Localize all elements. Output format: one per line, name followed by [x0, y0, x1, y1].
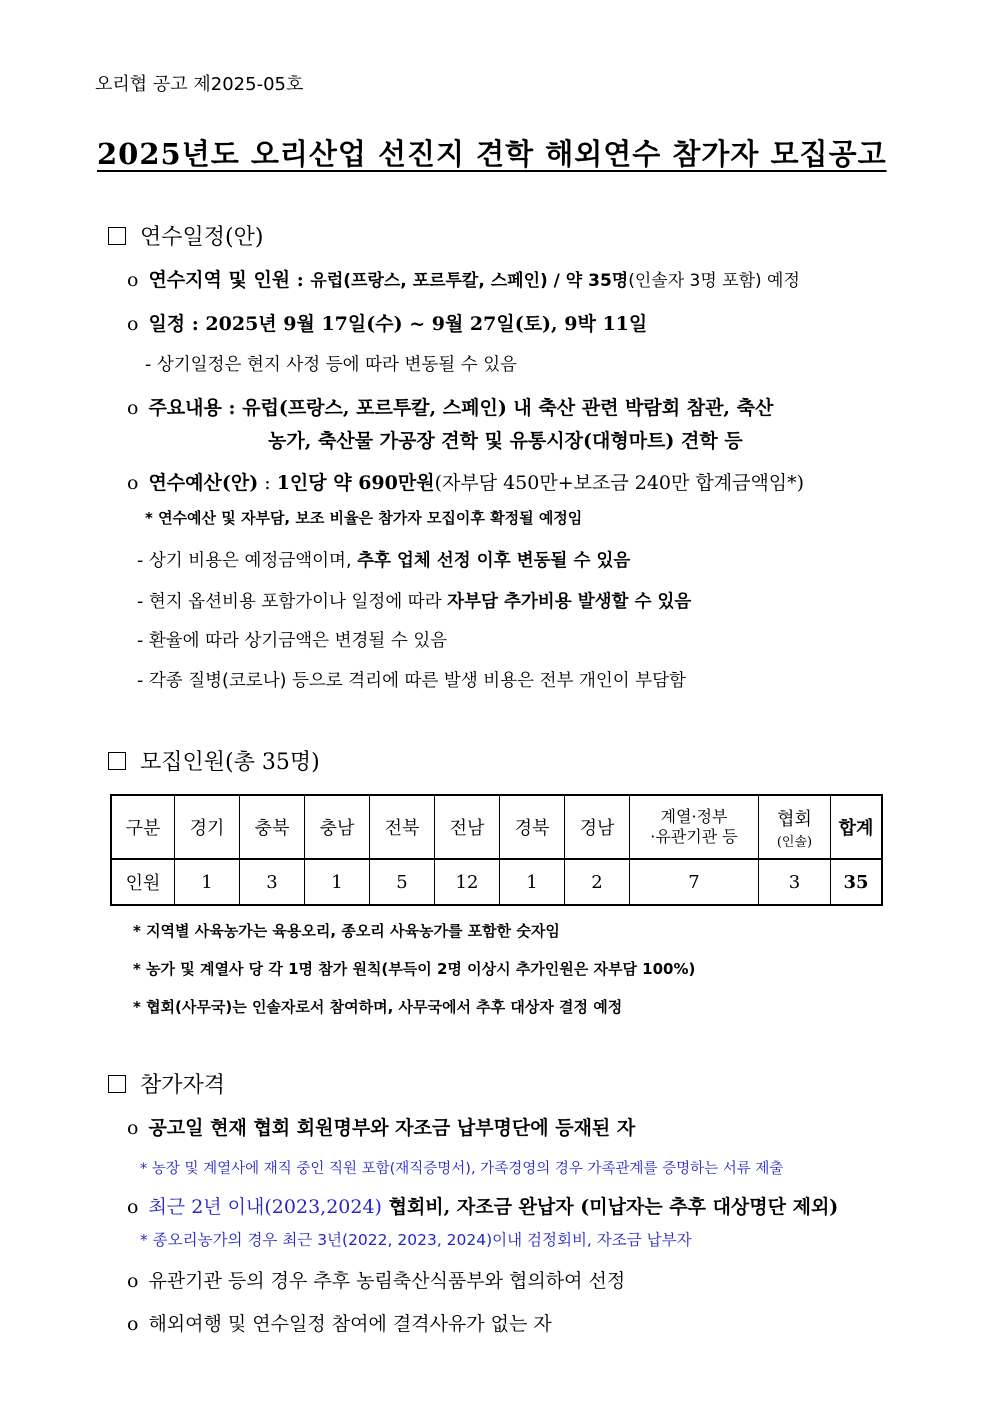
label: 일정 : — [148, 313, 206, 335]
header-cell: 경기 — [175, 795, 240, 859]
bullet: o — [127, 472, 139, 494]
section-title: 모집인원(총 35명) — [140, 750, 320, 775]
budget-value: 1인당 약 690만원 — [276, 472, 435, 494]
header-cell: 경북 — [500, 795, 565, 859]
header-line: (인솔) — [776, 834, 813, 850]
header-line: 협회 — [777, 808, 812, 830]
label: 연수예산(안) — [148, 472, 259, 494]
section-heading-schedule — [108, 220, 263, 251]
budget-note: (자부담 450만+보조금 240만 합계금액임*) — [434, 472, 805, 494]
budget-note-1 — [137, 547, 630, 572]
checkbox-square-icon — [108, 227, 126, 245]
budget-star-note: * 연수예산 및 자부담, 보조 비율은 참가자 모집이후 확정될 예정임 — [145, 509, 583, 527]
section-title: 참가자격 — [140, 1073, 226, 1098]
note-text: - 각종 질병(코로나) 등으로 격리에 따른 발생 비용은 전부 개인이 부담함 — [137, 671, 686, 691]
value-cell: 1 — [305, 859, 370, 905]
value-cell: 1 — [500, 859, 565, 905]
checkbox-square-icon — [108, 1075, 126, 1093]
header-cell: 구분 — [111, 795, 175, 859]
header-cell: 합계 — [831, 795, 883, 859]
section-title: 연수일정(안) — [140, 225, 264, 250]
label: 연수지역 및 인원 : — [148, 269, 311, 291]
value-cell: 12 — [435, 859, 500, 905]
item-schedule — [127, 309, 647, 336]
item-text: 해외여행 및 연수일정 참여에 결격사유가 없는 자 — [148, 1313, 552, 1335]
budget-note-3 — [137, 627, 447, 652]
value-cell: 1 — [175, 859, 240, 905]
note-text: - 상기 비용은 예정금액이며, — [137, 551, 358, 571]
note-text: - 환율에 따라 상기금액은 변경될 수 있음 — [137, 631, 448, 651]
qualification-item-1 — [127, 1113, 635, 1140]
separator: : — [258, 472, 277, 494]
item-text: 유관기관 등의 경우 추후 농림축산식품부와 협의하여 선정 — [148, 1270, 626, 1292]
bullet: o — [127, 269, 139, 291]
item-text: 공고일 현재 협회 회원명부와 자조금 납부명단에 등재된 자 — [148, 1117, 636, 1139]
header-cell: 충남 — [305, 795, 370, 859]
qualification-item-4 — [127, 1309, 552, 1336]
section-heading-qualification — [108, 1068, 225, 1099]
value-cell: 3 — [240, 859, 305, 905]
header-cell: 충북 — [240, 795, 305, 859]
value-cell: 2 — [565, 859, 630, 905]
recruit-table — [110, 794, 883, 906]
table-header-row — [111, 795, 882, 859]
item-budget — [127, 468, 804, 495]
section-heading-recruit — [108, 745, 320, 776]
schedule-note: - 상기일정은 현지 사정 등에 따라 변동될 수 있음 — [145, 355, 518, 375]
header-cell — [630, 795, 759, 859]
content-line1: 유럽(프랑스, 포르투칼, 스페인) 내 축산 관련 박람회 참관, 축산 — [242, 397, 774, 419]
table-row — [111, 859, 882, 905]
budget-note-2 — [137, 588, 691, 613]
qualification-note-2: * 종오리농가의 경우 최근 3년(2022, 2023, 2024)이내 검정회비, 자조금 납부자 — [140, 1231, 692, 1249]
bullet: o — [127, 397, 139, 419]
note-text: - 현지 옵션비용 포함가이나 일정에 따라 — [137, 592, 448, 612]
label: 주요내용 : — [148, 397, 243, 419]
bullet: o — [127, 1117, 139, 1139]
budget-note-4 — [137, 667, 686, 692]
total-cell: 35 — [831, 859, 883, 905]
checkbox-square-icon — [108, 752, 126, 770]
item-text: 협회비, 자조금 완납자 (미납자는 추후 대상명단 제외) — [381, 1196, 839, 1218]
recruit-note-2: * 농가 및 계열사 당 각 1명 참가 원칙(부득이 2명 이상시 추가인원은 자부담 100%) — [133, 960, 696, 978]
header-line: 계열·정부 — [660, 807, 728, 826]
header-cell: 전북 — [370, 795, 435, 859]
qualification-note-1: * 농장 및 계열사에 재직 중인 직원 포함(재직증명서), 가족경영의 경우 가족관계를 증명하는 서류 제출 — [140, 1161, 784, 1177]
note-bold: 추후 업체 선정 이후 변동될 수 있음 — [357, 551, 631, 571]
header-line: ·유관기관 등 — [650, 827, 738, 846]
item-text-highlight: 최근 2년 이내(2023,2024) — [148, 1196, 382, 1218]
header-cell: 전남 — [435, 795, 500, 859]
item-region — [127, 265, 800, 292]
notice-number: 오리협 공고 제2025-05호 — [95, 74, 304, 95]
bullet: o — [127, 1313, 139, 1335]
header-cell — [759, 795, 831, 859]
value-cell: 3 — [759, 859, 831, 905]
schedule-value: 2025년 9월 17일(수) ~ 9월 27일(토), 9박 11일 — [205, 313, 648, 335]
content-line2: 농가, 축산물 가공장 견학 및 유통시장(대형마트) 견학 등 — [268, 430, 743, 452]
value-cell: 5 — [370, 859, 435, 905]
header-cell: 경남 — [565, 795, 630, 859]
qualification-item-3 — [127, 1266, 625, 1293]
value-cell: 7 — [630, 859, 759, 905]
bullet: o — [127, 1270, 139, 1292]
item-content — [127, 393, 773, 420]
recruit-note-3: * 협회(사무국)는 인솔자로서 참여하며, 사무국에서 추후 대상자 결정 예정 — [133, 998, 623, 1016]
note-bold: 자부담 추가비용 발생할 수 있음 — [447, 592, 692, 612]
bullet: o — [127, 313, 139, 335]
region-value: 유럽(프랑스, 포르투칼, 스페인) / 약 35명 — [310, 271, 629, 291]
page-title: 2025년도 오리산업 선진지 견학 해외연수 참가자 모집공고 — [97, 137, 887, 171]
row-label: 인원 — [111, 859, 175, 905]
recruit-note-1: * 지역별 사육농가는 육용오리, 종오리 사육농가를 포함한 숫자임 — [133, 922, 560, 940]
bullet: o — [127, 1196, 139, 1218]
region-note: (인솔자 3명 포함) 예정 — [628, 271, 800, 291]
qualification-item-2 — [127, 1192, 838, 1219]
